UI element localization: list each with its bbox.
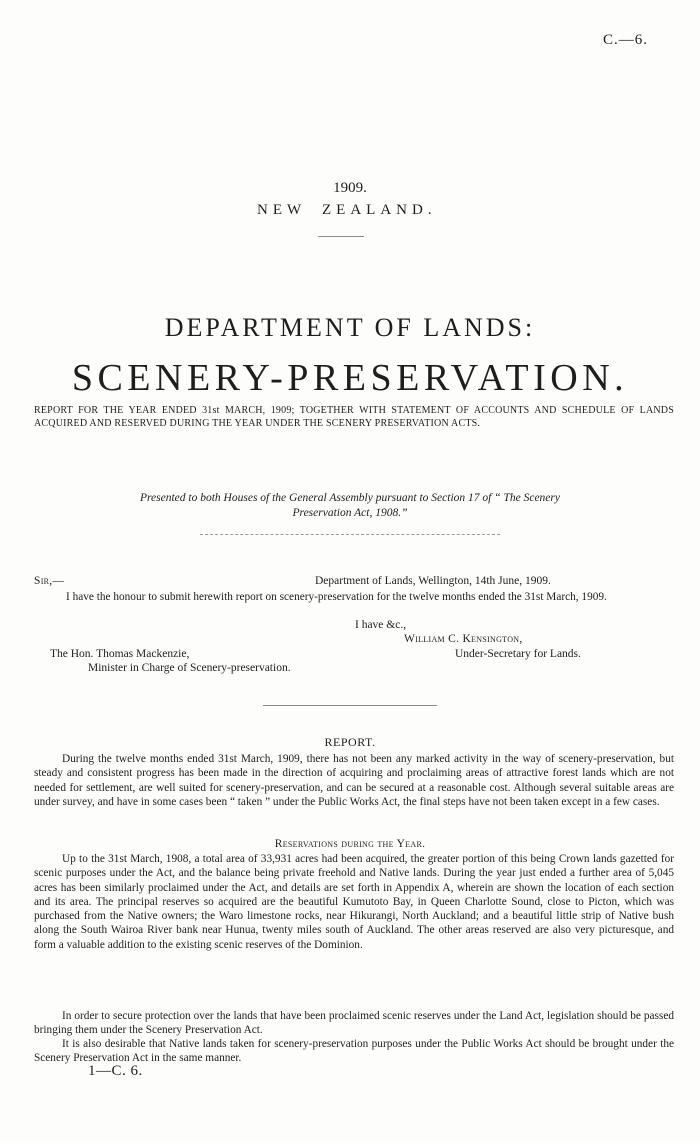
presented-line-2: Preservation Act, 1908.” [292, 507, 408, 519]
page-code: C.—6. [602, 32, 648, 48]
addressee-title: Minister in Charge of Scenery-preservation. [88, 662, 291, 674]
report-paragraph-2: Up to the 31st March, 1908, a total area of 33,931 acres had been acquired, the greater portion of this being Crown lands gazetted for scenic purposes under the Act, and the balance being private freehold and Native lands. During the year just ended a further area of 5,045 acres has been similarly proclaimed under the Act, and details are set forth in Appendix A, wherein are shown the location of each section and its area. The principal reserves so acquired are the beautiful Kumutoto Bay, in Queen Charlotte Sound, close to Picton, which was purchased from the Native owners; the Waro limestone rocks, near Hikurangi, North Auckland; and a beautiful little strip of Native bush along the South Wairoa River bank near Hunua, twenty miles south of Auckland. The other areas reserved are also very picturesque, and form a valuable addition to the existing scenic reserves of the Dominion. [34, 853, 674, 951]
letter-location-date: Department of Lands, Wellington, 14th June, 1909. [315, 575, 551, 587]
department-heading: DEPARTMENT OF LANDS: [164, 313, 536, 342]
letter-closing: I have &c., [355, 619, 407, 631]
signature-mark: 1—C. 6. [88, 1063, 143, 1079]
letter-body: I have the honour to submit herewith report on scenery-preservation for the twelve months ended the 31st March, 1909. [66, 591, 607, 603]
signatory-name: William C. Kensington, [404, 633, 523, 645]
report-paragraph-4: It is also desirable that Native lands taken for scenery-preservation purposes under the Public Works Act should be brought under the Scenery Preservation Act in the same manner. [34, 1038, 674, 1065]
letter-separator-rule [263, 705, 437, 706]
country-right: ZEALAND. [322, 202, 437, 218]
letter-salutation: Sir,— [34, 575, 65, 587]
title-short-rule [318, 236, 364, 237]
year: 1909. [333, 180, 367, 196]
report-paragraph-1: During the twelve months ended 31st March, 1909, there has not been any marked activity in the way of scenery-preservation, but steady and consistent progress has been made in the direction of acquiring and proclaiming areas of attractive forest lands which are not needed for settlement, are well suited for scenery-preservation, and can be secured at a reasonable cost. Although several suitable areas are under survey, and have in some cases been “ taken ” under the Public Works Act, the final steps have not been taken except in a few cases. [34, 753, 674, 808]
addressee-name: The Hon. Thomas Mackenzie, [50, 648, 190, 660]
country-left: NEW [257, 202, 307, 218]
presented-line-1: Presented to both Houses of the General Assembly pursuant to Section 17 of “ The Scenery [139, 492, 560, 504]
main-title: SCENERY-PRESERVATION. [71, 357, 629, 399]
signatory-title: Under-Secretary for Lands. [455, 648, 581, 660]
section-heading: Reservations during the Year. [274, 838, 426, 850]
presented-rule [200, 534, 500, 535]
report-heading: REPORT. [324, 735, 376, 749]
report-paragraph-3: In order to secure protection over the lands that have been proclaimed scenic reserves under the Land Act, legislation should be passed bringing them under the Scenery Preservation Act. [34, 1010, 674, 1037]
report-subtitle: REPORT FOR THE YEAR ENDED 31st MARCH, 1909; TOGETHER WITH STATEMENT OF ACCOUNTS AND SCHEDULE OF LANDS ACQUIRED AND RESERVED DURING THE YEAR UNDER THE SCENERY PRESERVATION ACTS. [34, 405, 674, 429]
